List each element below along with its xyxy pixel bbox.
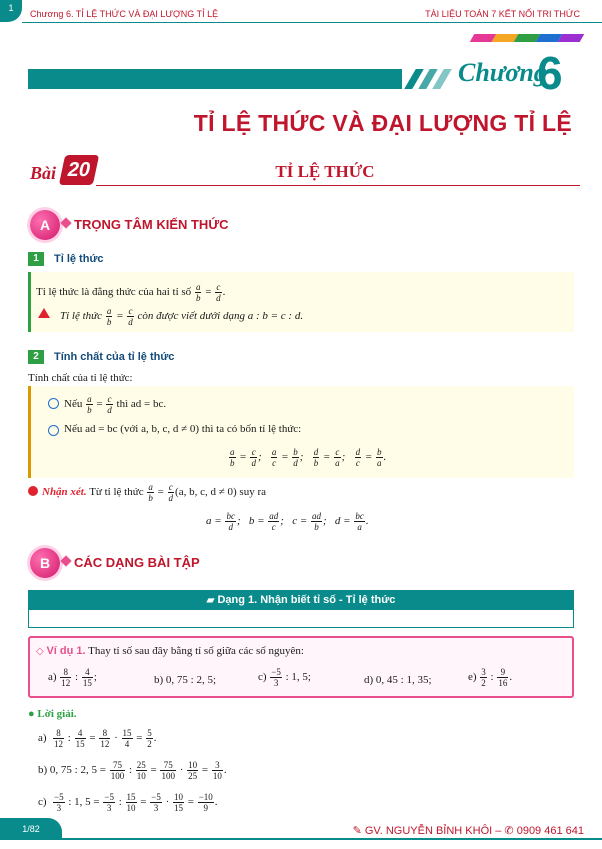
check-icon (48, 398, 59, 409)
note-text: Tỉ lệ thức $\frac{a}{b}$ = $\frac{c}{d}$ còn được viết dưới dạng a : b = c : d. (60, 306, 304, 327)
example-item-a: a) $\frac{8}{12}$ : $\frac{4}{15}$ ; (48, 667, 97, 688)
solution-b: b) 0, 75 : 2, 5 = $\frac{75}{100}$ : $\frac{25}{10}$ = $\frac{75}{100}$ · $\frac{10}{25}$ = $\frac{3}{10}$ . (38, 760, 227, 781)
folder-icon: ▰ (206, 595, 215, 606)
page-tab: 1 (0, 0, 22, 22)
subsection-title: Tính chất của tỉ lệ thức (54, 351, 175, 363)
solution-c: c) $\frac{-5}{3}$ : 1, 5 = $\frac{-5}{3}$ : $\frac{15}{10}$ = $\frac{-5}{3}$ · $\frac{10}{15}$ = $\frac{-10}{9}$ . (38, 792, 218, 813)
subsection-title: Tỉ lệ thức (54, 253, 104, 265)
exercise-type-header: ▰ Dạng 1. Nhận biết tỉ số - Tỉ lệ thức (28, 590, 574, 610)
property-intro: Tính chất của tỉ lệ thức: (28, 372, 133, 384)
chapter-number: 6 (537, 47, 563, 99)
chapter-banner-bar (28, 69, 402, 89)
section-b-title: CÁC DẠNG BÀI TẬP (74, 555, 200, 570)
example-item-d: d) 0, 45 : 1, 35; (364, 674, 432, 686)
exercise-type-box (28, 610, 574, 628)
footer-rule (62, 838, 602, 840)
section-b-badge: B (30, 548, 60, 578)
remark-text: Nhận xét. Từ tỉ lệ thức $\frac{a}{b}$ = $\frac{c}{d}$ (a, b, c, d ≠ 0) suy ra (42, 482, 267, 503)
property-2: Nếu ad = bc (với a, b, c, d ≠ 0) thì ta có bốn tỉ lệ thức: (64, 423, 302, 435)
diamond-icon: ◇ (36, 646, 44, 657)
author-credit: ✎ GV. NGUYỄN BỈNH KHÔI – ✆ 0909 461 641 (352, 825, 584, 837)
solution-label: ● Lời giải. (28, 708, 77, 720)
chapter-word: Chương (458, 58, 547, 87)
pen-icon: ✎ (352, 825, 362, 837)
definition-text: Tỉ lệ thức là đẳng thức của hai tỉ số $\frac{a}{b}$ = $\frac{c}{d}$ . (36, 282, 226, 303)
series-title: TÀI LIỆU TOÁN 7 KẾT NỐI TRI THỨC (425, 9, 580, 19)
phone-icon: ✆ (504, 825, 514, 837)
four-proportions: $\frac{a}{b}$ = $\frac{c}{d}$ ; $\frac{a}{c}$ = $\frac{b}{d}$ ; $\frac{d}{b}$ = $\frac{c}{a}$ ; $\frac{d}{c}$ = $\frac{b}{a}$ . (230, 447, 387, 468)
chapter-title: TỈ LỆ THỨC VÀ ĐẠI LƯỢNG TỈ LỆ (193, 110, 572, 136)
lesson-word: Bài (30, 163, 57, 183)
chapter-reference: Chương 6. TỈ LỆ THỨC VÀ ĐẠI LƯỢNG TỈ LỆ (30, 9, 219, 19)
solution-a: a) $\frac{8}{12}$ : $\frac{4}{15}$ = $\frac{8}{12}$ · $\frac{15}{4}$ = $\frac{5}{2}$ . (38, 728, 157, 749)
remark-formulas: a = $\frac{bc}{d}$ ; b = $\frac{ad}{c}$ ; c = $\frac{ad}{b}$ ; d = $\frac{bc}{a}$ . (206, 511, 369, 532)
section-a-title: TRỌNG TÂM KIẾN THỨC (74, 217, 229, 232)
example-item-e: e) $\frac{3}{2}$ : $\frac{9}{16}$ . (468, 667, 513, 688)
lesson-number: 20 (59, 155, 99, 185)
comment-icon: ● (28, 708, 35, 720)
example-item-c: c) $\frac{-5}{3}$ : 1, 5; (258, 667, 311, 688)
example-prompt: ◇ Ví dụ 1. Thay tỉ số sau đây bằng tỉ số giữa các số nguyên: (36, 645, 304, 657)
section-a-badge: A (30, 210, 60, 240)
example-item-b: b) 0, 75 : 2, 5; (154, 674, 217, 686)
page-number: 1/82 (0, 818, 62, 840)
header-rule (22, 22, 602, 23)
check-icon (48, 425, 59, 436)
lesson-rule (96, 185, 580, 186)
subsection-number: 1 (28, 252, 44, 266)
lesson-title: TỈ LỆ THỨC (275, 162, 375, 181)
subsection-number: 2 (28, 350, 44, 364)
color-stripes (472, 34, 582, 42)
section-arrow-icon (60, 217, 71, 228)
property-1: Nếu $\frac{a}{b}$ = $\frac{c}{d}$ thì ad = bc. (64, 394, 167, 415)
section-arrow-icon (60, 555, 71, 566)
warning-icon (38, 308, 50, 318)
remark-icon (28, 486, 38, 496)
